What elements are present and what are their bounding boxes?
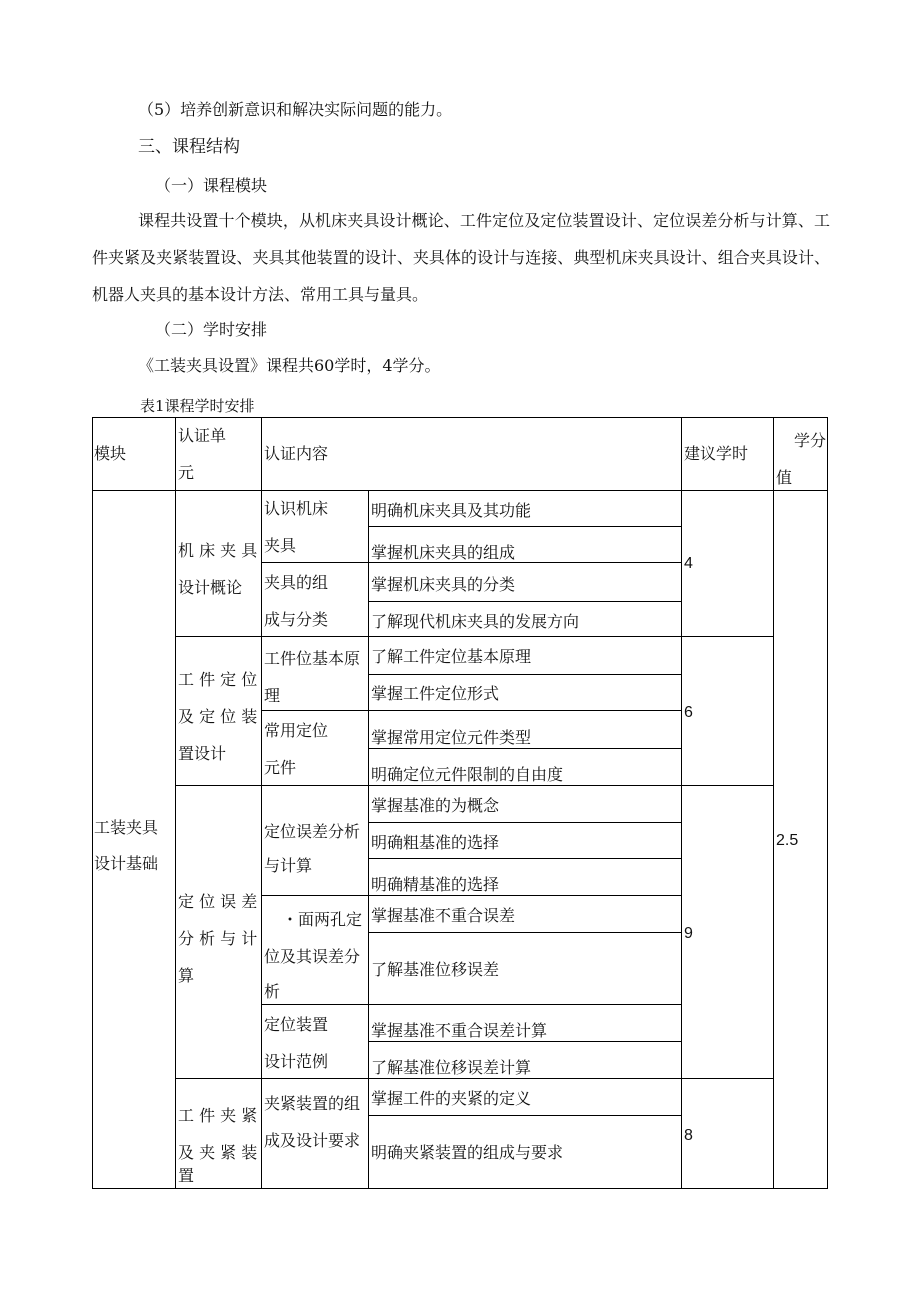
header-hours: 建议学时 [684,444,749,463]
section-title: 三、课程结构 [138,137,240,157]
intro-item-5: （5）培养创新意识和解决实际问题的能力。 [138,100,453,119]
header-unit-line1: 认证单 [178,426,227,445]
topic-name: 定位装置 [264,1015,329,1034]
unit-hours: 6 [684,704,693,721]
topic-item: 掌握工件的夹紧的定义 [371,1089,532,1108]
topic-item: 了解工件定位基本原理 [371,647,532,666]
module-credit: 2.5 [776,832,799,849]
unit-name: 及 夹 紧 装 [178,1143,258,1162]
topic-item: 明确精基准的选择 [371,875,500,894]
topic-item: 掌握机床夹具的分类 [371,575,516,594]
topic-name: 成与分类 [264,610,329,629]
topic-name: 元件 [264,758,297,777]
unit-hours: 4 [684,555,693,572]
unit-name: 工 件 定 位 [178,670,258,689]
unit-name: 工 件 夹 紧 [178,1106,258,1125]
unit-name: 及 定 位 装 [178,707,258,726]
topic-name: 夹具的组 [264,573,329,592]
header-module: 模块 [94,444,127,463]
topic-item: 掌握基准的为概念 [371,796,500,815]
header-content: 认证内容 [264,444,329,463]
topic-item: 了解现代机床夹具的发展方向 [371,612,580,631]
topic-item: 掌握基准不重合误差计算 [371,1021,548,1040]
topic-item: 明确机床夹具及其功能 [371,501,532,520]
topic-item: 了解基准位移误差计算 [371,1058,532,1077]
topic-name: ・面两孔定 [282,910,363,929]
topic-name: 设计范例 [264,1052,329,1071]
topic-name: 析 [264,982,281,1001]
unit-name: 置 [178,1166,195,1185]
topic-name: 夹具 [264,536,297,555]
topic-name: 夹紧装置的组 [264,1094,361,1113]
hours-summary: 《工装夹具设置》课程共60学时，4学分。 [138,356,441,375]
topic-item: 明确定位元件限制的自由度 [371,765,564,784]
unit-hours: 9 [684,925,693,942]
topic-item: 掌握常用定位元件类型 [371,728,532,747]
modules-paragraph: 课程共设置十个模块，从机床夹具设计概论、工件定位及定位装置设计、定位误差分析与计算、工件夹紧及夹紧装置设、夹具其他装置的设计、夹具体的设计与连接、典型机床夹具设计、组合夹具设计、机器人夹具的基本设计方法、常用工具与量具。 [92,211,830,304]
topic-name: 认识机床 [264,499,329,518]
topic-name: 位及其误差分 [264,947,361,966]
header-credit-line1: 学分 [794,431,827,450]
topic-item: 掌握工件定位形式 [371,684,500,703]
topic-name: 与计算 [264,856,313,875]
header-unit-line2: 元 [178,463,195,482]
topic-item: 掌握基准不重合误差 [371,906,516,925]
subsection-title-hours: （二）学时安排 [155,320,268,339]
topic-item: 了解基准位移误差 [371,960,500,979]
topic-name: 定位误差分析 [264,822,361,841]
table-caption: 表1课程学时安排 [140,397,255,415]
unit-name: 定 位 误 差 [178,892,258,911]
module-name-line1: 工装夹具 [94,818,159,837]
unit-name: 设计概论 [178,578,243,597]
unit-name: 机 床 夹 具 [178,541,258,560]
topic-name: 常用定位 [264,721,329,740]
topic-item: 明确粗基准的选择 [371,833,500,852]
topic-item: 明确夹紧装置的组成与要求 [371,1143,564,1162]
hours-table [92,417,828,1189]
topic-name: 成及设计要求 [264,1131,361,1150]
header-credit-line2: 值 [776,468,793,487]
subsection-title-modules: （一）课程模块 [155,176,268,195]
topic-item: 掌握机床夹具的组成 [371,543,516,562]
unit-name: 分 析 与 计 [178,929,258,948]
topic-name: 工件位基本原 [264,649,361,668]
unit-name: 算 [178,966,195,985]
unit-name: 置设计 [178,744,227,763]
unit-hours: 8 [684,1127,693,1144]
module-name-line2: 设计基础 [94,854,159,873]
topic-name: 理 [264,686,281,705]
